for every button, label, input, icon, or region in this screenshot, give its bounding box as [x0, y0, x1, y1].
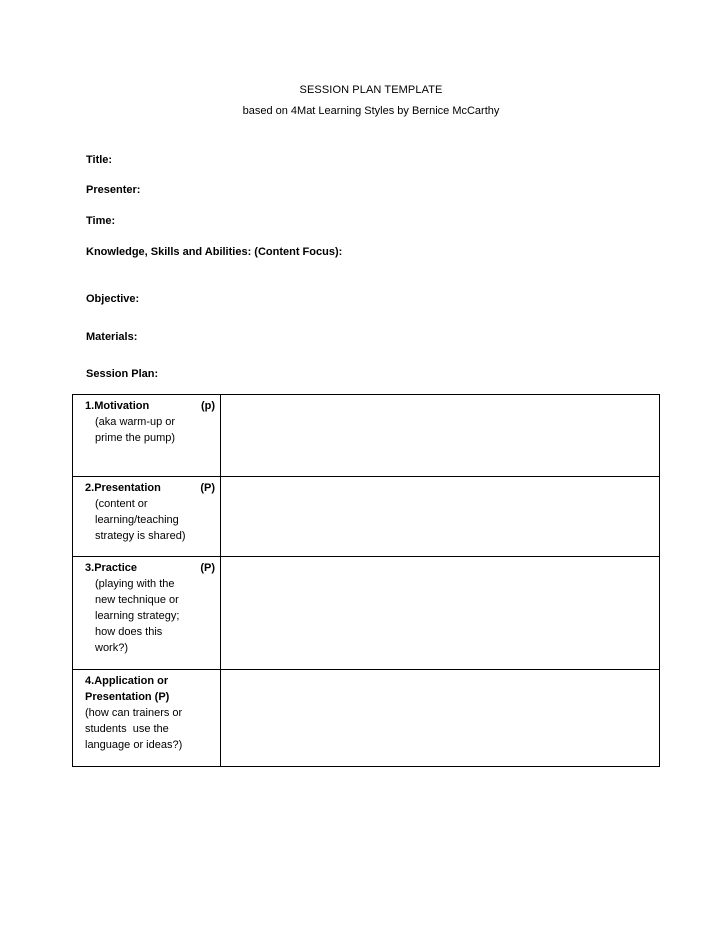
- practice-content-cell[interactable]: [221, 557, 660, 670]
- step-heading: [85, 560, 215, 576]
- application-content-cell[interactable]: [221, 670, 660, 767]
- step-description-line: work?): [95, 642, 129, 654]
- step-tag: (p): [200, 400, 215, 412]
- session-plan-table: [72, 394, 660, 767]
- step-number: 4.: [85, 675, 95, 687]
- step-description-line: (playing with the: [95, 578, 175, 590]
- document-subtitle: based on 4Mat Learning Styles by Bernice McCarthy: [242, 105, 500, 117]
- presenter-label: Presenter:: [86, 184, 141, 196]
- step-description-line: strategy is shared): [95, 530, 186, 542]
- step-label-cell: [73, 557, 221, 670]
- step-label-cell: [73, 477, 221, 557]
- materials-label: Materials:: [86, 331, 138, 343]
- step-label-cell: [73, 395, 221, 477]
- table-row-motivation: [73, 395, 660, 477]
- table-row-application: [73, 670, 660, 767]
- step-title: [85, 398, 149, 414]
- session-plan-label: Session Plan:: [86, 368, 159, 380]
- step-title: [85, 560, 137, 576]
- title-label: Title:: [86, 154, 113, 166]
- step-name: Motivation: [94, 400, 150, 412]
- table-row-practice: [73, 557, 660, 670]
- ksa-label: Knowledge, Skills and Abilities: (Content Focus):: [86, 246, 343, 258]
- step-label-cell: [73, 670, 221, 767]
- step-number: 1.: [85, 400, 95, 412]
- step-title: [85, 480, 161, 496]
- step-description-line: new technique or: [95, 594, 179, 606]
- step-description-line: how does this: [95, 626, 163, 638]
- step-description-line: prime the pump): [95, 432, 176, 444]
- step-heading-line2: Presentation (P): [85, 691, 170, 703]
- motivation-content-cell[interactable]: [221, 395, 660, 477]
- step-description-line: (how can trainers or: [85, 707, 183, 719]
- step-description-line: (content or: [95, 498, 148, 510]
- document-title: SESSION PLAN TEMPLATE: [299, 84, 443, 96]
- objective-label: Objective:: [86, 293, 140, 305]
- step-number: 3.: [85, 562, 95, 574]
- step-heading: [85, 398, 215, 414]
- step-description-line: learning strategy;: [95, 610, 180, 622]
- time-label: Time:: [86, 215, 116, 227]
- step-description-line: language or ideas?): [85, 739, 183, 751]
- step-tag: (P): [200, 562, 215, 574]
- step-name: Presentation: [94, 482, 161, 494]
- step-description-line: learning/teaching: [95, 514, 179, 526]
- step-number: 2.: [85, 482, 95, 494]
- step-description-line: (aka warm-up or: [95, 416, 176, 428]
- presentation-content-cell[interactable]: [221, 477, 660, 557]
- step-tag: (P): [200, 482, 215, 494]
- step-heading: [85, 673, 215, 689]
- step-heading: [85, 480, 215, 496]
- table-row-presentation: [73, 477, 660, 557]
- step-name: Application or: [94, 675, 169, 687]
- step-name: Practice: [94, 562, 137, 574]
- step-description-line: students use the: [85, 723, 169, 735]
